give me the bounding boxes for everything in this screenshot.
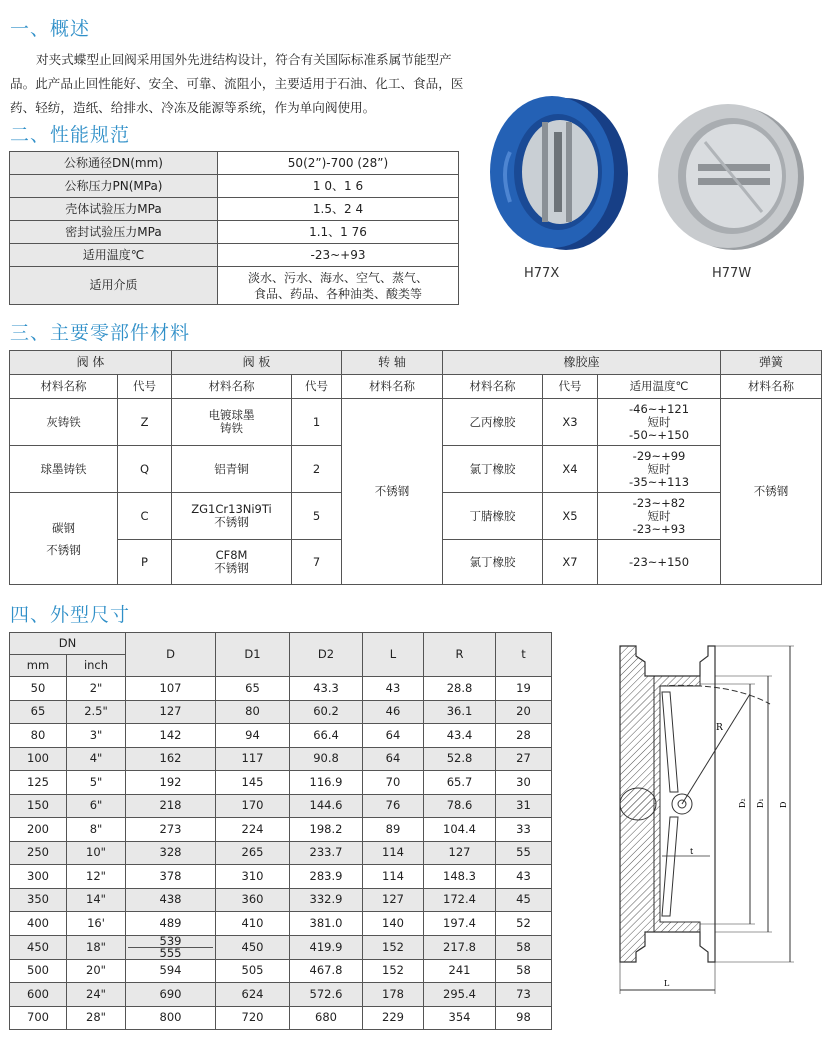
dim-cell: 273 [126, 818, 216, 842]
dim-cell: 332.9 [290, 888, 363, 912]
dim-header-r: R [424, 633, 496, 677]
mat-plate-name: ZG1Cr13Ni9Ti 不锈钢 [172, 493, 292, 540]
section-title-materials: 三、主要零部件材料 [10, 322, 191, 344]
dim-cell: 700 [10, 1006, 67, 1030]
dim-cell: 52.8 [424, 747, 496, 771]
mat-header: 材料名称 [721, 375, 822, 399]
mat-group-spring: 弹簧 [721, 351, 822, 375]
diagram-label-t: t [690, 847, 694, 856]
dim-header-l: L [363, 633, 424, 677]
dim-cell: 24" [67, 983, 126, 1007]
dim-cell: 505 [216, 959, 290, 983]
dim-cell: 624 [216, 983, 290, 1007]
dim-cell: 127 [126, 700, 216, 724]
section-title-overview: 一、概述 [10, 18, 91, 40]
spec-table [9, 151, 459, 305]
table-row [10, 818, 552, 842]
dim-cell: 89 [363, 818, 424, 842]
mat-header: 材料名称 [342, 375, 443, 399]
mat-header: 代号 [543, 375, 598, 399]
dim-cell: 64 [363, 747, 424, 771]
dim-cell: 66.4 [290, 724, 363, 748]
dim-header-d2: D2 [290, 633, 363, 677]
diagram-label-r: R [716, 723, 723, 733]
diagram-label-d1: D₁ [756, 798, 765, 808]
dim-cell: 310 [216, 865, 290, 889]
dim-cell: 3" [67, 724, 126, 748]
dim-cell: 6" [67, 794, 126, 818]
mat-plate-code: 1 [292, 399, 342, 446]
dim-cell: 145 [216, 771, 290, 795]
dim-cell: 539 555 [126, 935, 216, 959]
dim-cell: 410 [216, 912, 290, 936]
dim-cell: 107 [126, 677, 216, 701]
spec-key: 公称压力PN(MPa) [10, 175, 218, 198]
dim-cell: 680 [290, 1006, 363, 1030]
mat-seat-code: X7 [543, 540, 598, 585]
mat-header: 代号 [292, 375, 342, 399]
mat-plate-code: 7 [292, 540, 342, 585]
dim-cell: 58 [496, 959, 552, 983]
dim-cell: 28 [496, 724, 552, 748]
table-row [10, 935, 552, 959]
diagram-label-d2: D₂ [738, 798, 747, 808]
dim-cell: 172.4 [424, 888, 496, 912]
dim-header-inch: inch [67, 655, 126, 677]
dim-cell: 2" [67, 677, 126, 701]
materials-table [9, 350, 822, 585]
mat-body-name: 灰铸铁 [10, 399, 118, 446]
dim-header-mm: mm [10, 655, 67, 677]
dim-cell: 192 [126, 771, 216, 795]
dim-cell: 360 [216, 888, 290, 912]
dim-cell: 65.7 [424, 771, 496, 795]
mat-seat-name: 氯丁橡胶 [443, 540, 543, 585]
mat-group-body: 阀 体 [10, 351, 172, 375]
dim-cell: 224 [216, 818, 290, 842]
dim-cell: 46 [363, 700, 424, 724]
dim-cell: 114 [363, 841, 424, 865]
dim-cell: 18" [67, 935, 126, 959]
spec-row [10, 221, 459, 244]
dim-cell: 489 [126, 912, 216, 936]
mat-body-code: Z [118, 399, 172, 446]
dim-header-t: t [496, 633, 552, 677]
mat-seat-temp: -23~+82 短时 -23~+93 [598, 493, 721, 540]
table-row [10, 771, 552, 795]
dim-cell: 217.8 [424, 935, 496, 959]
dim-cell: 43.4 [424, 724, 496, 748]
mat-body-name: 碳钢 不锈钢 [10, 493, 118, 585]
mat-seat-code: X5 [543, 493, 598, 540]
spec-value: 1 0、1 6 [218, 175, 459, 198]
table-row [10, 959, 552, 983]
spec-key: 壳体试验压力MPa [10, 198, 218, 221]
mat-body-code: C [118, 493, 172, 540]
mat-header: 材料名称 [172, 375, 292, 399]
dim-cell: 36.1 [424, 700, 496, 724]
dim-cell: 594 [126, 959, 216, 983]
dim-cell: 350 [10, 888, 67, 912]
dim-cell: 50 [10, 677, 67, 701]
table-row [10, 724, 552, 748]
mat-plate-name: CF8M 不锈钢 [172, 540, 292, 585]
dimension-table [9, 632, 552, 1030]
spec-value: 50(2”)-700 (28”) [218, 152, 459, 175]
dim-cell: 116.9 [290, 771, 363, 795]
dim-cell: 152 [363, 935, 424, 959]
dim-cell: 450 [216, 935, 290, 959]
dim-cell: 2.5" [67, 700, 126, 724]
dim-cell: 94 [216, 724, 290, 748]
mat-seat-name: 氯丁橡胶 [443, 446, 543, 493]
dim-cell: 65 [216, 677, 290, 701]
dim-cell: 229 [363, 1006, 424, 1030]
dim-cell: 28.8 [424, 677, 496, 701]
mat-seat-temp: -23~+150 [598, 540, 721, 585]
mat-plate-name: 电镀球墨 铸铁 [172, 399, 292, 446]
dim-cell: 73 [496, 983, 552, 1007]
dim-cell: 16' [67, 912, 126, 936]
product-label-h77w: H77W [712, 266, 752, 281]
spec-row [10, 198, 459, 221]
mat-plate-code: 2 [292, 446, 342, 493]
spec-key: 适用介质 [10, 267, 218, 305]
dim-cell: 233.7 [290, 841, 363, 865]
dim-cell: 152 [363, 959, 424, 983]
dim-cell: 90.8 [290, 747, 363, 771]
dim-cell: 60.2 [290, 700, 363, 724]
dim-cell: 27 [496, 747, 552, 771]
valve-section-diagram [600, 632, 815, 1004]
dim-cell: 381.0 [290, 912, 363, 936]
spec-key: 适用温度℃ [10, 244, 218, 267]
dim-cell: 20" [67, 959, 126, 983]
dim-cell: 127 [424, 841, 496, 865]
dim-cell: 438 [126, 888, 216, 912]
mat-body-code: Q [118, 446, 172, 493]
table-row [10, 912, 552, 936]
dim-cell: 58 [496, 935, 552, 959]
mat-seat-name: 乙丙橡胶 [443, 399, 543, 446]
dim-cell: 100 [10, 747, 67, 771]
mat-body-name: 球墨铸铁 [10, 446, 118, 493]
table-row [10, 700, 552, 724]
spec-value: 1.5、2 4 [218, 198, 459, 221]
spec-value: -23~+93 [218, 244, 459, 267]
dim-cell: 300 [10, 865, 67, 889]
dim-cell: 600 [10, 983, 67, 1007]
spec-row [10, 152, 459, 175]
mat-shaft: 不锈钢 [342, 399, 443, 585]
spec-key: 公称通径DN(mm) [10, 152, 218, 175]
dim-cell: 55 [496, 841, 552, 865]
dim-cell: 400 [10, 912, 67, 936]
dim-cell: 30 [496, 771, 552, 795]
dim-cell: 12" [67, 865, 126, 889]
mat-group-seat: 橡胶座 [443, 351, 721, 375]
dim-cell: 142 [126, 724, 216, 748]
mat-body-code: P [118, 540, 172, 585]
spec-row [10, 267, 459, 305]
dim-header-d: D [126, 633, 216, 677]
dim-cell: 720 [216, 1006, 290, 1030]
dim-cell: 419.9 [290, 935, 363, 959]
dim-cell: 162 [126, 747, 216, 771]
spec-key: 密封试验压力MPa [10, 221, 218, 244]
table-row [10, 677, 552, 701]
dim-cell: 690 [126, 983, 216, 1007]
mat-header: 代号 [118, 375, 172, 399]
spec-value: 1.1、1 76 [218, 221, 459, 244]
product-image-h77x [480, 92, 630, 254]
dim-cell: 197.4 [424, 912, 496, 936]
dim-cell: 125 [10, 771, 67, 795]
mat-seat-code: X4 [543, 446, 598, 493]
dim-cell: 800 [126, 1006, 216, 1030]
dim-cell: 33 [496, 818, 552, 842]
dim-cell: 114 [363, 865, 424, 889]
dim-cell: 65 [10, 700, 67, 724]
dim-cell: 265 [216, 841, 290, 865]
mat-seat-name: 丁腈橡胶 [443, 493, 543, 540]
table-row [10, 865, 552, 889]
table-row [10, 888, 552, 912]
mat-header: 材料名称 [10, 375, 118, 399]
table-row [10, 794, 552, 818]
dim-cell: 354 [424, 1006, 496, 1030]
dim-cell: 78.6 [424, 794, 496, 818]
table-row [10, 841, 552, 865]
dim-cell: 250 [10, 841, 67, 865]
dim-cell: 64 [363, 724, 424, 748]
dim-cell: 148.3 [424, 865, 496, 889]
dim-cell: 70 [363, 771, 424, 795]
intro-text: 对夹式蝶型止回阀采用国外先进结构设计，符合有关国际标准系属节能型产品。此产品止回性能好、安全、可靠、流阻小，主要适用于石油、化工、食品，医药、轻纺，造纸、给排水、冷冻及能源等系统，作为单向阀使用。 [10, 52, 464, 115]
dim-cell: 104.4 [424, 818, 496, 842]
table-row [10, 747, 552, 771]
dim-cell: 218 [126, 794, 216, 818]
dim-cell: 80 [10, 724, 67, 748]
dim-cell: 31 [496, 794, 552, 818]
dim-cell: 28" [67, 1006, 126, 1030]
mat-header: 材料名称 [443, 375, 543, 399]
dim-cell: 52 [496, 912, 552, 936]
dim-cell: 178 [363, 983, 424, 1007]
dim-cell: 450 [10, 935, 67, 959]
mat-spring: 不锈钢 [721, 399, 822, 585]
dim-cell: 140 [363, 912, 424, 936]
dim-cell: 4" [67, 747, 126, 771]
section-title-dimensions: 四、外型尺寸 [10, 604, 131, 626]
product-image-h77w [650, 102, 810, 252]
dim-header-dn: DN [10, 633, 126, 655]
mat-group-plate: 阀 板 [172, 351, 342, 375]
mat-header: 适用温度℃ [598, 375, 721, 399]
dim-cell: 117 [216, 747, 290, 771]
dim-cell: 328 [126, 841, 216, 865]
dim-cell: 500 [10, 959, 67, 983]
dim-cell: 19 [496, 677, 552, 701]
spec-value: 淡水、污水、海水、空气、蒸气、 食品、药品、各种油类、酸类等 [218, 267, 459, 305]
dim-cell: 150 [10, 794, 67, 818]
dim-cell: 144.6 [290, 794, 363, 818]
dim-cell: 14" [67, 888, 126, 912]
dim-cell: 378 [126, 865, 216, 889]
dim-cell: 80 [216, 700, 290, 724]
dim-cell: 45 [496, 888, 552, 912]
spec-row [10, 244, 459, 267]
mat-plate-code: 5 [292, 493, 342, 540]
spec-row [10, 175, 459, 198]
dim-cell: 43.3 [290, 677, 363, 701]
dim-cell: 170 [216, 794, 290, 818]
dim-cell: 10" [67, 841, 126, 865]
dim-cell: 20 [496, 700, 552, 724]
dim-cell: 295.4 [424, 983, 496, 1007]
dim-cell: 127 [363, 888, 424, 912]
diagram-label-d: D [779, 801, 788, 808]
mat-seat-temp: -46~+121 短时 -50~+150 [598, 399, 721, 446]
diagram-label-l: L [664, 979, 670, 988]
section-title-specs: 二、性能规范 [10, 124, 131, 146]
mat-seat-code: X3 [543, 399, 598, 446]
dim-cell: 98 [496, 1006, 552, 1030]
dim-cell: 76 [363, 794, 424, 818]
dim-cell: 283.9 [290, 865, 363, 889]
dim-header-d1: D1 [216, 633, 290, 677]
mat-seat-temp: -29~+99 短时 -35~+113 [598, 446, 721, 493]
dim-cell: 198.2 [290, 818, 363, 842]
mat-group-shaft: 转 轴 [342, 351, 443, 375]
mat-plate-name: 铝青铜 [172, 446, 292, 493]
dim-cell: 43 [363, 677, 424, 701]
dim-cell: 8" [67, 818, 126, 842]
product-label-h77x: H77X [524, 266, 560, 281]
dim-cell: 200 [10, 818, 67, 842]
dim-cell: 5" [67, 771, 126, 795]
dim-cell: 572.6 [290, 983, 363, 1007]
dim-cell: 467.8 [290, 959, 363, 983]
dim-cell: 43 [496, 865, 552, 889]
table-row [10, 1006, 552, 1030]
dim-cell: 241 [424, 959, 496, 983]
table-row [10, 983, 552, 1007]
